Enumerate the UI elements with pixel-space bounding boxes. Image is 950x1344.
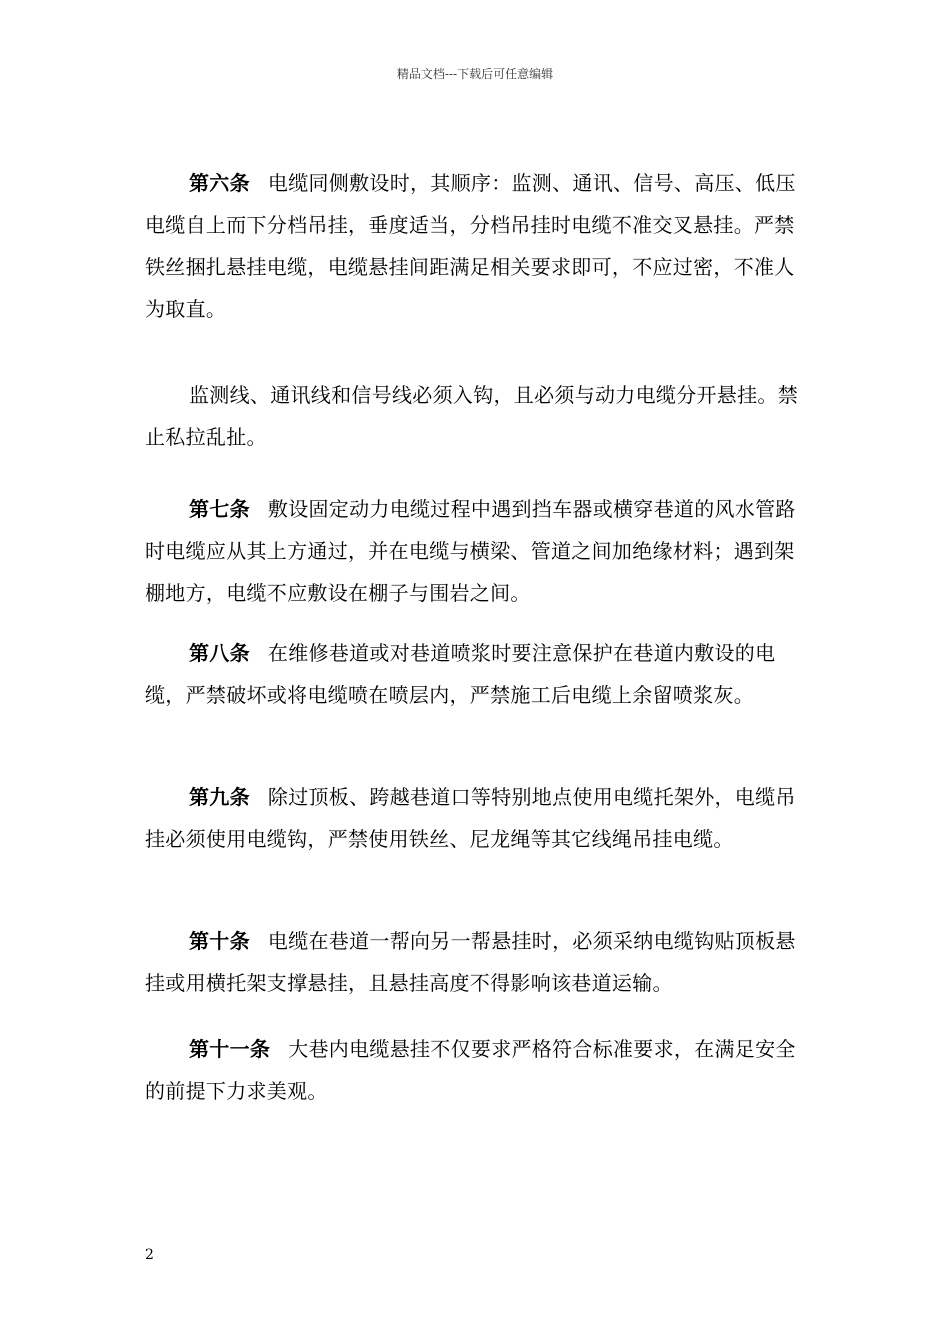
article-7-heading: 第七条: [189, 497, 250, 521]
article-11-text: 大巷内电缆悬挂不仅要求严格符合标准要求，在满足安全的前提下力求美观。: [145, 1037, 796, 1103]
article-8-text: 在维修巷道或对巷道喷浆时要注意保护在巷道内敷设的电缆，严禁破坏或将电缆喷在喷层内，严禁施工后电缆上余留喷浆灰。: [145, 641, 776, 707]
article-8-heading: 第八条: [189, 641, 250, 665]
article-10-text: 电缆在巷道一帮向另一帮悬挂时，必须采纳电缆钩贴顶板悬挂或用横托架支撑悬挂，且悬挂高度不得影响该巷道运输。: [145, 929, 796, 995]
page-header: 精品文档---下载后可任意编辑: [396, 67, 554, 81]
article-9-paragraph: [145, 776, 805, 860]
article-8-paragraph: [145, 632, 805, 716]
article-7-paragraph: [145, 488, 805, 614]
page-number: 2: [145, 1247, 154, 1263]
article-11-paragraph: [145, 1028, 805, 1112]
article-9-text: 除过顶板、跨越巷道口等特别地点使用电缆托架外，电缆吊挂必须使用电缆钩，严禁使用铁丝、尼龙绳等其它线绳吊挂电缆。: [145, 785, 796, 851]
article-6-text: 电缆同侧敷设时，其顺序：监测、通讯、信号、高压、低压电缆自上而下分档吊挂，垂度适当，分档吊挂时电缆不准交叉悬挂。严禁铁丝捆扎悬挂电缆，电缆悬挂间距满足相关要求即可，不应过密，不准人为取直。: [145, 171, 796, 321]
article-6-supplement-paragraph: [145, 374, 805, 458]
article-7-text: 敷设固定动力电缆过程中遇到挡车器或横穿巷道的风水管路时电缆应从其上方通过，并在电缆与横梁、管道之间加绝缘材料；遇到架棚地方，电缆不应敷设在棚子与围岩之间。: [145, 497, 796, 605]
article-10-heading: 第十条: [189, 929, 250, 953]
article-6-supplement-text: 监测线、通讯线和信号线必须入钩，且必须与动力电缆分开悬挂。禁止私拉乱扯。: [145, 383, 798, 449]
article-6-heading: 第六条: [189, 171, 250, 195]
article-11-heading: 第十一条: [189, 1037, 271, 1061]
article-6-paragraph: [145, 162, 805, 330]
article-9-heading: 第九条: [189, 785, 250, 809]
article-10-paragraph: [145, 920, 805, 1004]
